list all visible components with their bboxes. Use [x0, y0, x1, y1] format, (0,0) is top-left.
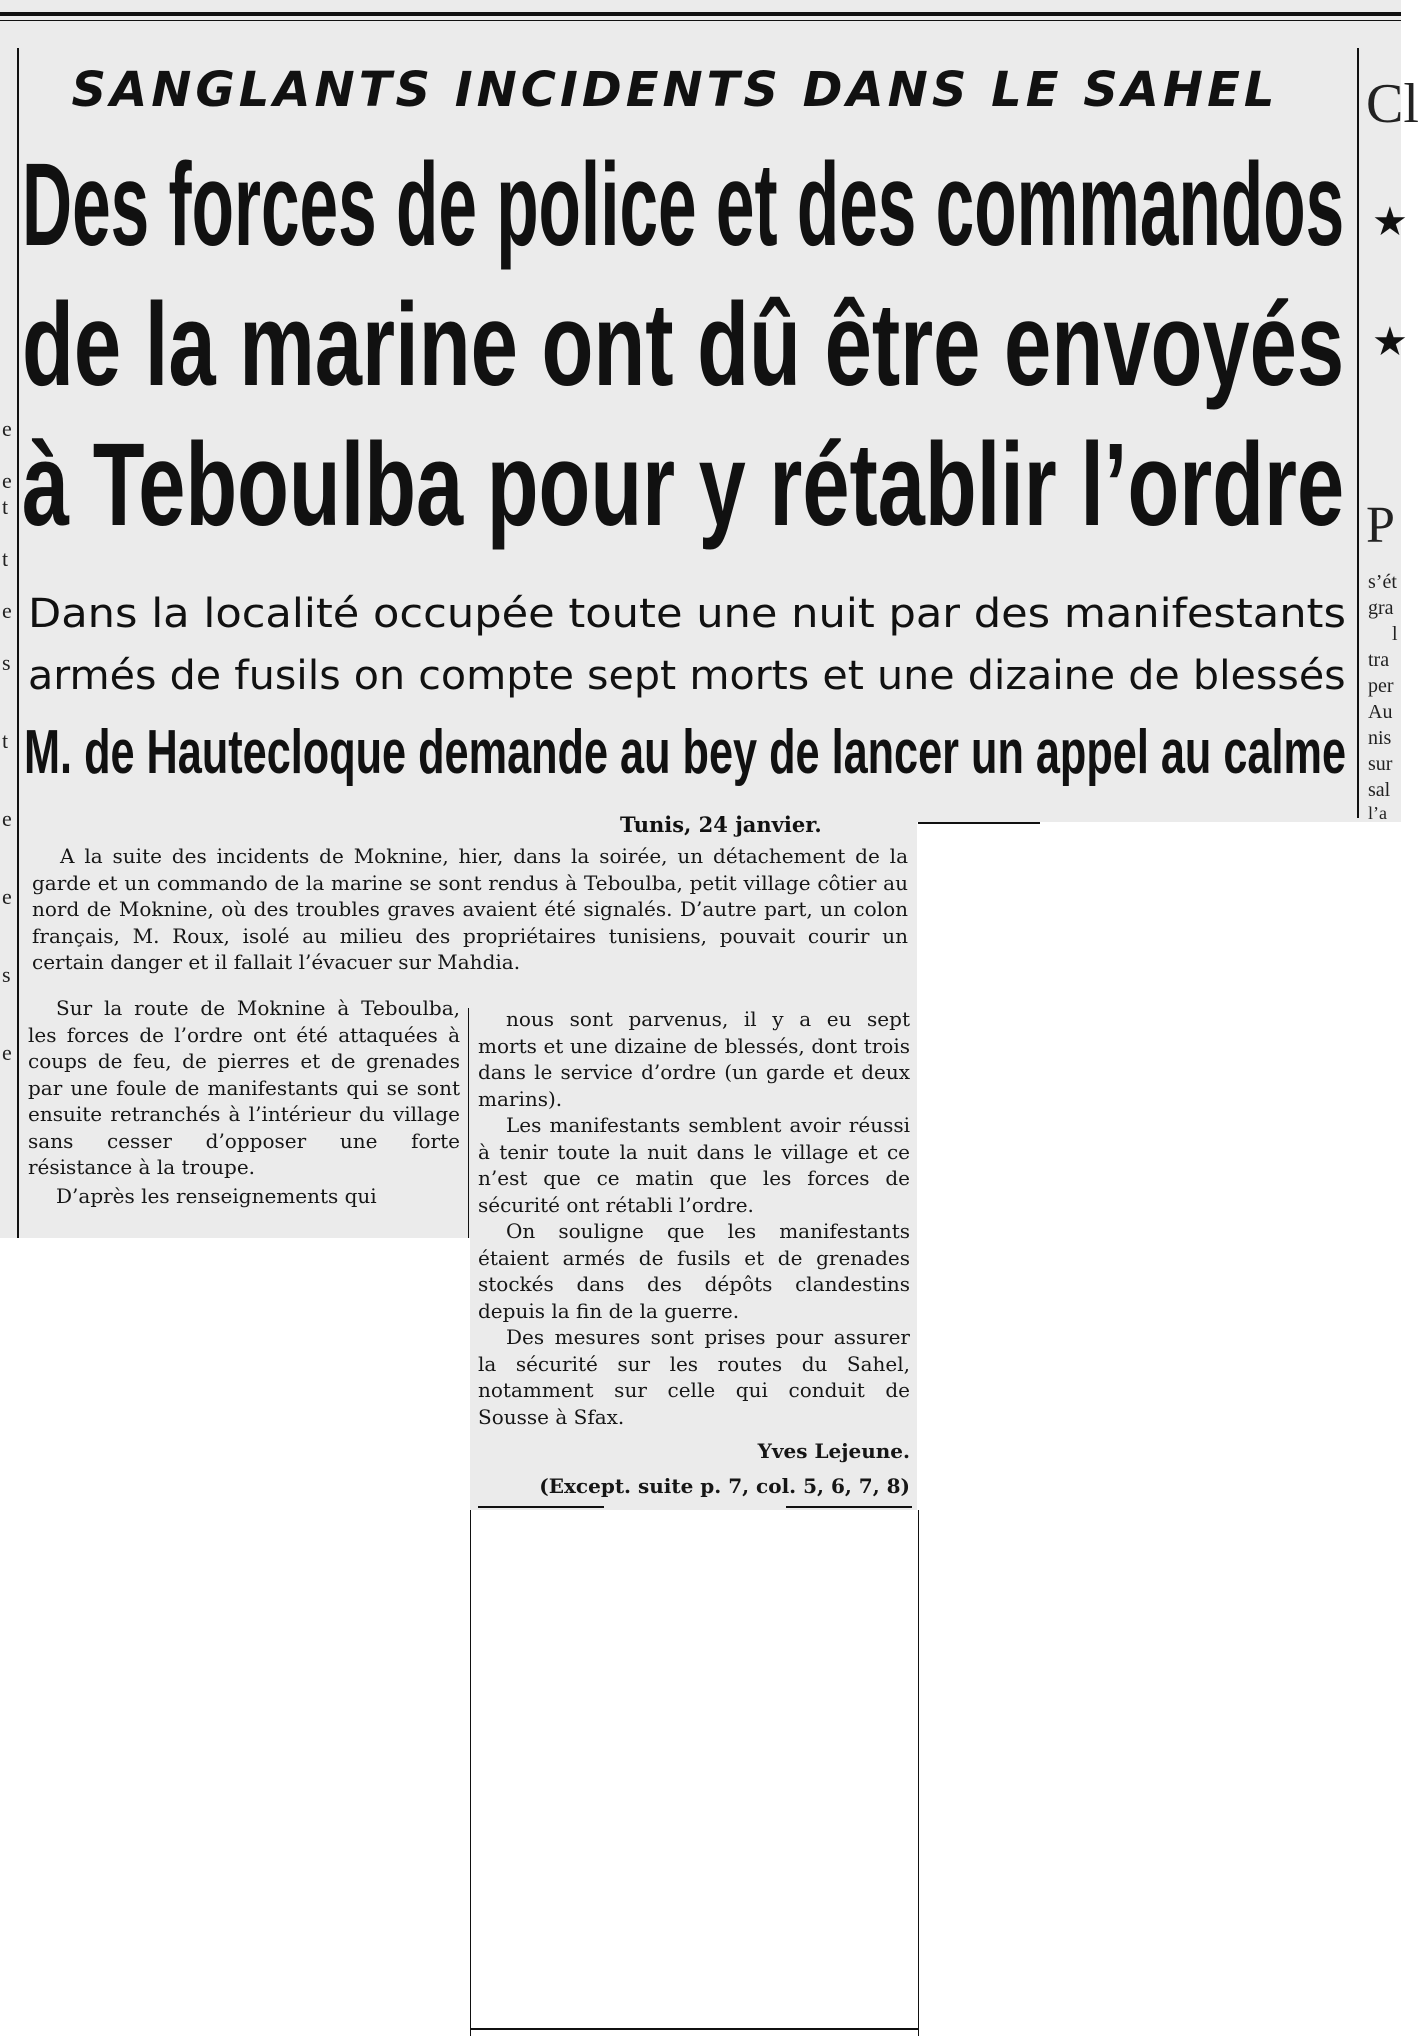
deck-line: Dans la localité occupée toute une nuit par des manifestants [28, 591, 1346, 637]
headline-line: à Teboulba pour y rétablir l’ordre [22, 419, 1345, 551]
deck-line: armés de fusils on compte sept morts et une dizaine de blessés [28, 653, 1346, 699]
right-strip-fragment: per [1368, 675, 1394, 697]
left-strip-fragment: t [2, 546, 9, 571]
dateline: Tunis, 24 janvier. [620, 812, 822, 837]
right-strip-fragment: l’a [1368, 803, 1387, 823]
left-strip-fragment: s [2, 650, 11, 675]
headline-line: de la marine ont dû être envoyés [22, 279, 1345, 411]
right-strip-fragment: nis [1368, 727, 1392, 749]
right-strip-fragment: l [1392, 623, 1398, 645]
right-strip-fragment: Au [1368, 701, 1393, 723]
star-icon: ★ [1372, 319, 1408, 365]
column-2-paragraph: On souligne que les manifestants étaient armés de fusils et de grenades stockés dans des dépôts clandestins depuis la fin de la guerre. [478, 1219, 910, 1323]
top-border-rule-thin [0, 20, 1401, 21]
kicker: SANGLANTS INCIDENTS DANS LE SAHEL [71, 62, 1279, 118]
left-column-rule [17, 48, 19, 1238]
right-strip-fragment: sur [1368, 753, 1393, 775]
left-strip-fragment: e [2, 806, 12, 831]
upper-right-short-rule [918, 822, 1040, 824]
inner-column-rule [468, 1008, 469, 1238]
right-strip-fragment: gra [1368, 597, 1394, 619]
left-strip-fragment: e [2, 416, 12, 441]
right-strip-heading-fragment: P [1366, 497, 1395, 554]
subhead: M. de Hautecloque demande au bey de lancer un appel au calme [24, 718, 1346, 787]
middle-bottom-rule-2 [786, 1506, 912, 1508]
column-2-paragraph: Les manifestants semblent avoir réussi à tenir toute la nuit dans le village et ce n’est que ce matin que les forces de sécurité ont rétabli l’ordre. [478, 1113, 910, 1217]
column-1-paragraph: D’après les renseignements qui [56, 1183, 377, 1208]
lower-right-rule [918, 1510, 919, 2036]
top-border-rule [0, 12, 1401, 16]
column-2-paragraph: Des mesures sont prises pour assurer la sécurité sur les routes du Sahel, notamment sur celle qui conduit de Sousse à Sfax. [478, 1325, 910, 1429]
left-strip-fragment: t [2, 494, 9, 519]
bottom-rule [470, 2028, 919, 2030]
right-strip-fragment: s’ét [1368, 571, 1397, 593]
continuation-note: (Except. suite p. 7, col. 5, 6, 7, 8) [539, 1473, 910, 1498]
right-strip-fragment: tra [1368, 649, 1390, 671]
signature: Yves Lejeune. [757, 1439, 910, 1463]
left-strip-fragment: s [2, 962, 11, 987]
star-icon: ★ [1372, 199, 1408, 245]
column-1-paragraph: Sur la route de Moknine à Teboulba, les forces de l’ordre ont été attaquées à coups de feu, de pierres et de grenades par une foule de manifestants qui se sont ensuite retranchés à l’intérieur du village sans cesser d’opposer une forte résistance à la troupe. [28, 996, 460, 1179]
lower-center-rule [470, 1510, 471, 2036]
left-strip-fragment: e [2, 884, 12, 909]
left-strip-fragment: e [2, 598, 12, 623]
right-strip-fragment: sal [1368, 779, 1391, 801]
column-1 [28, 995, 460, 1209]
lead-paragraph-text: A la suite des incidents de Moknine, hier, dans la soirée, un détachement de la garde et un commando de la marine se sont rendus à Teboulba, petit village côtier au nord de Moknine, où des troubles graves avaient été signalés. D’autre part, un colon français, M. Roux, isolé au milieu des propriétaires tunisiens, pouvait courir un certain danger et il fallait l’évacuer sur Mahdia. [32, 844, 908, 974]
left-strip-fragment: e [2, 1040, 12, 1065]
lead-paragraph [32, 843, 908, 976]
column-2-paragraph: nous sont parvenus, il y a eu sept morts et une dizaine de blessés, dont trois dans le service d’ordre (un garde et deux marins). [478, 1007, 910, 1111]
middle-bottom-rule [478, 1506, 604, 1508]
right-strip-heading-fragment: Cl [1366, 73, 1419, 135]
left-strip-fragment: e [2, 468, 12, 493]
right-column-rule [1357, 48, 1359, 818]
column-2 [478, 1006, 910, 1499]
headline-line: Des forces de police et des commandos [22, 139, 1345, 271]
left-strip-fragment: t [2, 728, 9, 753]
